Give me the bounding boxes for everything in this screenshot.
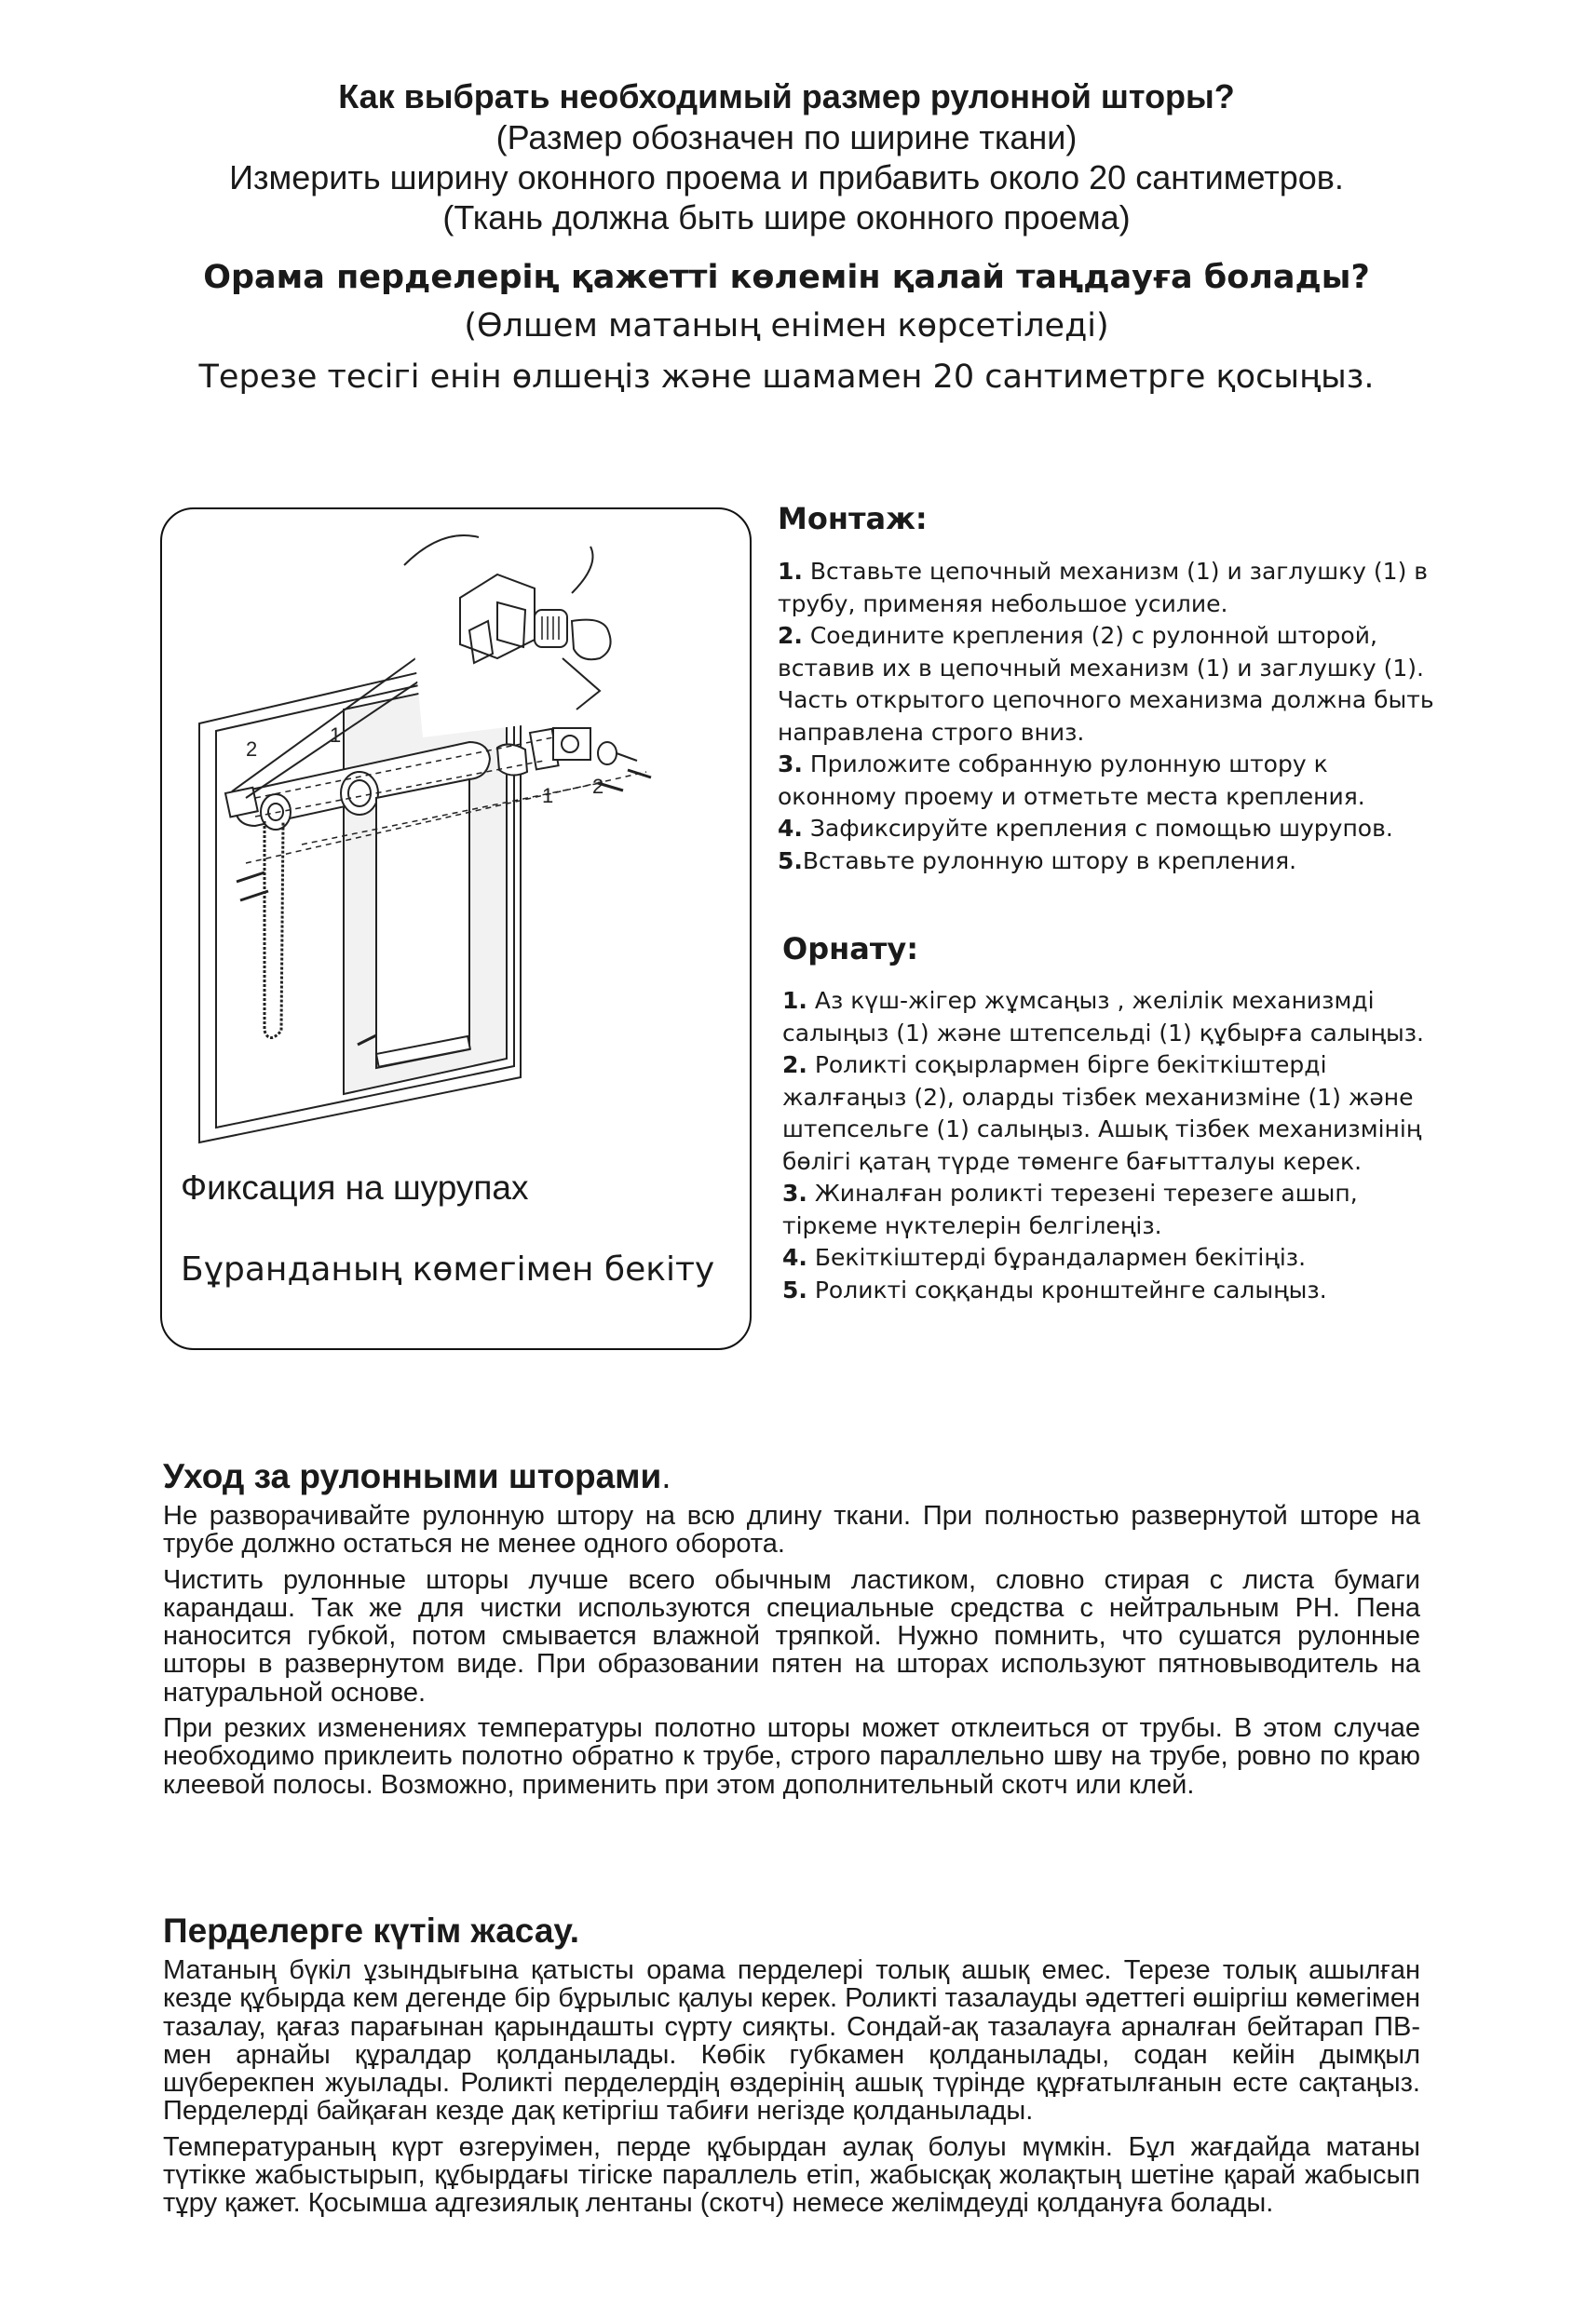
label-2-left: 2 bbox=[246, 737, 258, 761]
label-2-right: 2 bbox=[592, 775, 604, 798]
diagram-caption-kz: Бұранданың көмегімен бекіту bbox=[181, 1250, 715, 1289]
heading-ru-title: Как выбрать необходимый размер рулонной шторы? bbox=[338, 77, 1235, 115]
mount-kz-steps bbox=[782, 985, 1453, 1306]
heading-kz-subtitle: (Өлшем матаның енімен көрсетіледі) bbox=[464, 307, 1109, 345]
care-ru-title: Уход за рулонными шторами. bbox=[163, 1457, 671, 1495]
list-item: 1. Вставьте цепочный механизм (1) и заглушку (1) в трубу, применяя небольшое усилие. bbox=[778, 558, 1429, 617]
mount-ru-steps bbox=[778, 556, 1448, 877]
heading-ru-instruction: Измерить ширину оконного проема и прибавить около 20 сантиметров. bbox=[229, 158, 1344, 196]
mount-ru-title: Монтаж: bbox=[778, 501, 928, 536]
list-item: 2. Роликті соқырлармен бірге бекіткіштерді жалғаңыз (2), оларды тізбек механизміне (1) және штепсельге (1) салыңыз. Ашық тізбек механизмінің бөлігі қатаң түрде төменге бағытталуы керек. bbox=[782, 1051, 1422, 1175]
heading-kz-instruction: Терезе тесігі енін өлшеңіз және шамамен 20 сантиметрге қосыңыз. bbox=[198, 358, 1375, 396]
label-1-left: 1 bbox=[330, 723, 342, 747]
care-ru-body bbox=[163, 1502, 1420, 1806]
diagram-caption-ru: Фиксация на шурупах bbox=[181, 1169, 529, 1207]
care-kz-body bbox=[163, 1956, 1420, 2225]
list-item: 2. Соедините крепления (2) с рулонной шторой, вставив их в цепочный механизм (1) и заглушку (1). Часть открытого цепочного механизма должна быть направлена строго вниз. bbox=[778, 622, 1434, 746]
paragraph: Матаның бүкіл ұзындығына қатысты орама перделері толық ашық емес. Терезе толық ашылған кезде құбырда кем дегенде бір бұрылыс қалуы керек. Роликті тазалауды әдеттегі өшіргіш көмегімен тазалау, қағаз парағынан қарындашты сүрту сияқты. Сондай-ақ тазалауға арналған бейтарап ПВ-мен арнайы құралдар қолданылады. Көбік губкамен қолданылады, содан кейін дымқыл шүберекпен жуылады. Роликті перделердің өздерінің ашық түрінде құрғатылғанын есте сақтаңыз. Перделерді байқаған кезде дақ кетіргіш табиғи негізде қолданылады. bbox=[163, 1955, 1420, 2127]
installation-diagram-panel bbox=[160, 507, 752, 1350]
heading-ru-note: (Ткань должна быть шире оконного проема) bbox=[442, 198, 1131, 236]
label-1-right: 1 bbox=[542, 784, 554, 807]
list-item: 1. Аз күш-жігер жұмсаңыз , желілік механизмді салыңыз (1) және штепсельді (1) құбырға салыңыз. bbox=[782, 987, 1424, 1047]
paragraph: Чистить рулонные шторы лучше всего обычным ластиком, словно стирая с листа бумаги карандаш. Так же для чистки используются специальные средства с нейтральным PH. Пена наносится губкой, потом смывается влажной тряпкой. Нужно помнить, что сушатся рулонные шторы в развернутом виде. При образовании пятен на шторах используют пятновыводитель на натуральной основе. bbox=[163, 1564, 1420, 1708]
list-item: 4. Зафиксируйте крепления с помощью шурупов. bbox=[778, 815, 1393, 842]
mount-kz-title: Орнату: bbox=[782, 931, 919, 966]
roller-blind-installation-diagram bbox=[162, 509, 753, 1161]
list-item: 4. Бекіткіштерді бұрандалармен бекітіңіз. bbox=[782, 1244, 1307, 1271]
paragraph: Температураның күрт өзгеруімен, перде құбырдан аулақ болуы мүмкін. Бұл жағдайда матаны түтікке жабыстырып, құбырдағы тігіске параллель етіп, жабысқақ жолақтың шетіне қарай жабысып тұру қажет. Қосымша адгезиялық лентаны (скотч) немесе желімдеуді қолдануға болады. bbox=[163, 2131, 1420, 2219]
list-item: 3. Приложите собранную рулонную штору к оконному проему и отметьте места крепления. bbox=[778, 750, 1365, 810]
paragraph: Не разворачивайте рулонную штору на всю длину ткани. При полностью развернутой шторе на трубе должно остаться не менее одного оборота. bbox=[163, 1501, 1420, 1560]
list-item: 3. Жиналған роликті терезені терезеге ашып, тіркеме нүктелерін белгілеңіз. bbox=[782, 1180, 1358, 1239]
paragraph: При резких изменениях температуры полотно шторы может отклеиться от трубы. В этом случае необходимо приклеить полотно обратно к трубе, строго параллельно шву на трубе, ровно по краю клеевой полосы. Возможно, применить при этом дополнительный скотч или клей. bbox=[163, 1713, 1420, 1800]
list-item: 5. Роликті соққанды кронштейнге салыңыз. bbox=[782, 1276, 1327, 1304]
heading-kz-title: Орама перделерің қажетті көлемін қалай таңдауға болады? bbox=[203, 259, 1370, 296]
care-kz-title: Перделерге күтім жасау. bbox=[163, 1912, 579, 1950]
heading-ru-subtitle: (Размер обозначен по ширине ткани) bbox=[495, 118, 1078, 156]
list-item: 5.Вставьте рулонную штору в крепления. bbox=[778, 846, 1297, 874]
